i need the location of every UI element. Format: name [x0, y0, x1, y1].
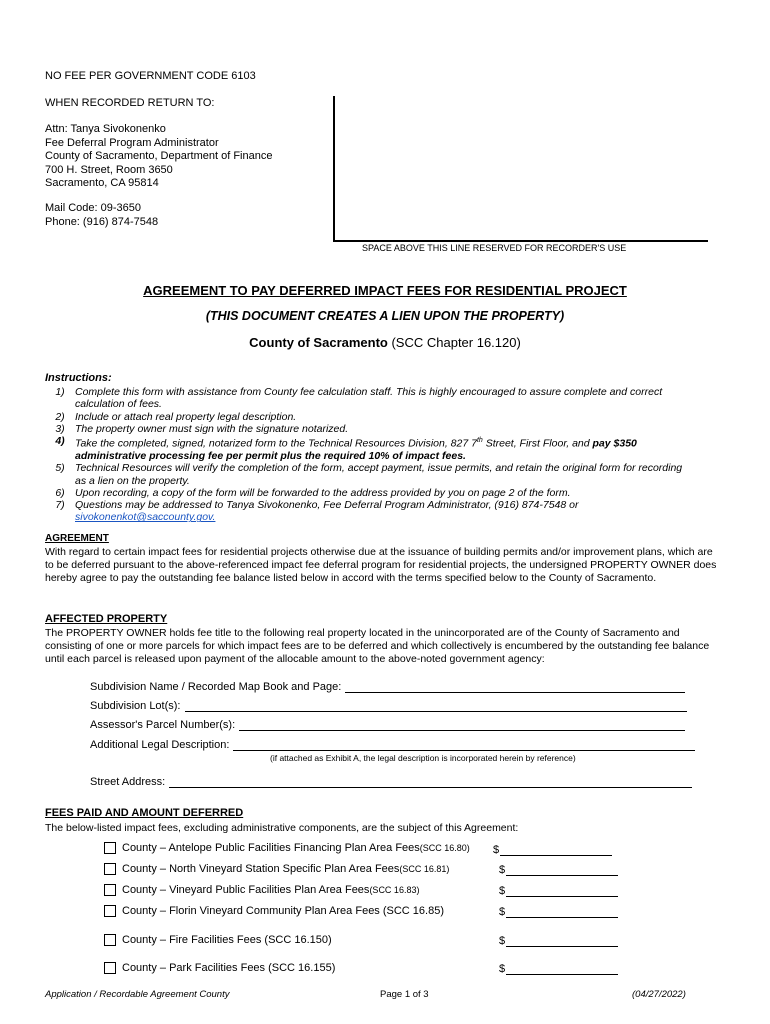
instruction-text-part: Take the completed, signed, notarized form to the Technical Resources Division, 827 7	[75, 437, 477, 450]
contact-block	[45, 202, 158, 229]
instructions-heading: Instructions:	[45, 372, 112, 384]
affected-property-text: The PROPERTY OWNER holds fee title to the following real property located in the unincorporated are of the County of Sacramento and consisting of one or more parcels for which impact fees are to be deferred and which collectively is encumbered by the outstanding fee balance until each parcel is released upon payment of the allocable amount to the above-noted government agency:	[45, 627, 710, 665]
street-address-label: Street Address:	[90, 776, 166, 788]
instruction-item	[45, 386, 695, 411]
instruction-text-part: Street, First Floor, and	[482, 437, 593, 450]
fee-checkbox[interactable]	[104, 863, 116, 875]
instruction-text: Include or attach real property legal description.	[75, 410, 297, 423]
document-title: AGREEMENT TO PAY DEFERRED IMPACT FEES FOR RESIDENTIAL PROJECT	[143, 283, 627, 298]
fee-amount-vineyard	[499, 885, 618, 897]
instruction-number: 3)	[55, 422, 65, 435]
instruction-number: 4)	[55, 435, 65, 448]
instruction-number: 7)	[55, 499, 65, 512]
fees-intro: The below-listed impact fees, excluding administrative components, are the subject of this Agreement:	[45, 822, 519, 834]
instruction-item	[45, 499, 695, 524]
county-chapter: (SCC Chapter 16.120)	[387, 335, 521, 350]
fee-amount-input[interactable]	[506, 907, 618, 918]
return-to-label: WHEN RECORDED RETURN TO:	[45, 97, 215, 109]
instruction-number: 6)	[55, 486, 65, 499]
dollar-sign: $	[499, 885, 506, 897]
instruction-text: Technical Resources will verify the completion of the form, accept payment, issue permits, and retain the original form for recording as a lien on the property.	[75, 462, 683, 487]
fee-label: County – North Vineyard Station Specific Plan Area Fees	[122, 863, 400, 875]
fee-amount-park	[499, 963, 618, 975]
dollar-sign: $	[499, 864, 506, 876]
instruction-text: The property owner must sign with the signature notarized.	[75, 422, 349, 435]
instruction-item	[45, 487, 695, 499]
fee-amount-florin-vineyard	[499, 906, 618, 918]
affected-property-heading: AFFECTED PROPERTY	[45, 613, 168, 625]
footer-page-number: Page 1 of 3	[380, 989, 429, 1000]
fee-amount-fire	[499, 935, 618, 947]
dollar-sign: $	[499, 963, 506, 975]
mail-code: Mail Code: 09-3650	[45, 202, 142, 214]
fee-code: (SCC 16.83)	[369, 885, 420, 895]
return-address	[45, 123, 272, 191]
recorder-horizontal-rule	[333, 240, 708, 242]
fee-amount-input[interactable]	[506, 964, 618, 975]
recorder-vertical-rule	[333, 96, 335, 242]
fee-amount-input[interactable]	[506, 865, 618, 876]
fee-label: County – Antelope Public Facilities Financing Plan Area Fees	[122, 842, 420, 854]
subdivision-label: Subdivision Name / Recorded Map Book and Page:	[90, 681, 342, 693]
lots-label: Subdivision Lot(s):	[90, 700, 181, 712]
phone: Phone: (916) 874-7548	[45, 215, 159, 228]
legal-description-field	[90, 739, 695, 751]
instruction-item	[45, 435, 695, 462]
county-line	[0, 335, 770, 350]
apn-label: Assessor's Parcel Number(s):	[90, 719, 236, 731]
fee-checkbox[interactable]	[104, 842, 116, 854]
position-line: Fee Deferral Program Administrator	[45, 136, 219, 149]
instruction-item	[45, 462, 695, 487]
legal-description-label: Additional Legal Description:	[90, 739, 230, 751]
fee-label: County – Fire Facilities Fees (SCC 16.150)	[122, 934, 332, 946]
fee-amount-input[interactable]	[506, 886, 618, 897]
apn-input[interactable]	[239, 720, 685, 731]
no-fee-notice: NO FEE PER GOVERNMENT CODE 6103	[45, 70, 256, 82]
fee-checkbox[interactable]	[104, 962, 116, 974]
lots-input[interactable]	[185, 701, 687, 712]
fee-checkbox[interactable]	[104, 884, 116, 896]
admin-email-link[interactable]: sivokonenkot@saccounty.gov.	[75, 511, 216, 524]
instruction-item	[45, 411, 695, 423]
fee-amount-antelope	[493, 844, 612, 856]
street-line: 700 H. Street, Room 3650	[45, 163, 173, 176]
recorder-space-note: SPACE ABOVE THIS LINE RESERVED FOR RECORDER'S USE	[362, 243, 627, 253]
fee-code: (SCC 16.81)	[399, 864, 450, 874]
instructions-list	[45, 386, 695, 524]
fee-label: County – Vineyard Public Facilities Plan Area Fees	[122, 884, 370, 896]
instruction-text	[75, 499, 695, 524]
legal-description-note: (if attached as Exhibit A, the legal description is incorporated herein by reference)	[270, 753, 576, 763]
attn-line: Attn: Tanya Sivokonenko	[45, 123, 166, 135]
street-address-field	[90, 776, 692, 788]
legal-description-input[interactable]	[233, 740, 695, 751]
instruction-text: Complete this form with assistance from County fee calculation staff. This is highly encouraged to assure complete and correct calculation of fees.	[75, 386, 663, 411]
instruction-text	[75, 435, 695, 462]
instruction-number: 1)	[55, 386, 65, 398]
subdivision-field	[90, 681, 685, 693]
instruction-fee-bold: pay $350 administrative processing fee per permit plus the required 10% of impact fees.	[75, 437, 637, 462]
instruction-text: Upon recording, a copy of the form will be forwarded to the address provided by you on page 2 of the form.	[75, 486, 571, 499]
footer-form-name: Application / Recordable Agreement County	[45, 989, 230, 1000]
fee-code: (SCC 16.80)	[419, 843, 470, 853]
fee-amount-input[interactable]	[506, 936, 618, 947]
fee-amount-input[interactable]	[500, 845, 612, 856]
instruction-text-part: Questions may be addressed to Tanya Sivokonenko, Fee Deferral Program Administrator, (916) 874-7548 or	[75, 499, 579, 512]
instruction-number: 5)	[55, 462, 65, 475]
fee-label: County – Florin Vineyard Community Plan Area Fees (SCC 16.85)	[122, 905, 444, 917]
lots-field	[90, 700, 687, 712]
fee-checkbox[interactable]	[104, 934, 116, 946]
fee-checkbox[interactable]	[104, 905, 116, 917]
agreement-text: With regard to certain impact fees for residential projects otherwise due at the issuance of building permits and/or improvement plans, which are to be deferred pursuant to the above-referenced impact fee deferral program for residential projects, the undersigned PROPERTY OWNER does hereby agree to pay the outstanding fee balance listed below in accord with the terms specified below to the County of Sacramento.	[45, 546, 717, 584]
subdivision-input[interactable]	[345, 682, 685, 693]
fee-label: County – Park Facilities Fees (SCC 16.155)	[122, 962, 336, 974]
agreement-heading: AGREEMENT	[45, 533, 109, 544]
document-subtitle: (THIS DOCUMENT CREATES A LIEN UPON THE PROPERTY)	[205, 309, 565, 323]
apn-field	[90, 719, 685, 731]
dept-line: County of Sacramento, Department of Finance	[45, 150, 273, 162]
county-name: County of Sacramento	[249, 335, 388, 350]
dollar-sign: $	[493, 844, 500, 856]
instruction-superscript: th	[476, 437, 483, 445]
instruction-number: 2)	[55, 410, 65, 423]
street-address-input[interactable]	[169, 777, 692, 788]
footer-revision-date: (04/27/2022)	[632, 989, 686, 1000]
dollar-sign: $	[499, 906, 506, 918]
city-line: Sacramento, CA 95814	[45, 177, 159, 189]
dollar-sign: $	[499, 935, 506, 947]
fees-heading: FEES PAID AND AMOUNT DEFERRED	[45, 807, 244, 819]
fee-amount-north-vineyard	[499, 864, 618, 876]
instruction-item	[45, 423, 695, 435]
